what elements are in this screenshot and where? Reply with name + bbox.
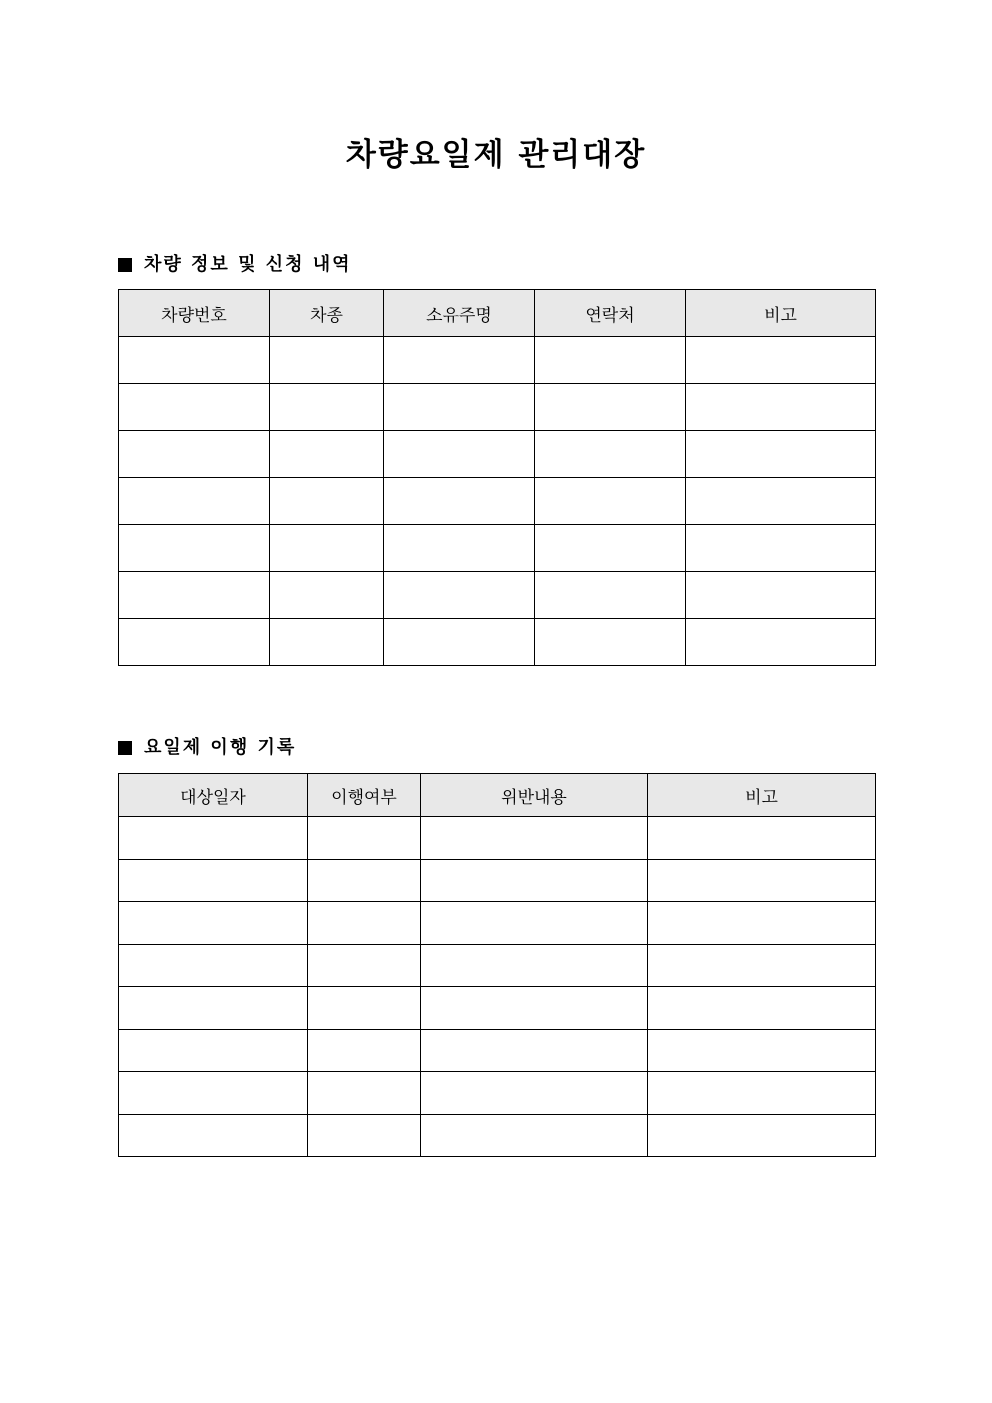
table-cell[interactable] [308, 1072, 421, 1115]
table-cell[interactable] [686, 431, 876, 478]
table-row [119, 859, 876, 902]
table-row [119, 1072, 876, 1115]
table-cell[interactable] [119, 987, 308, 1030]
table-cell[interactable] [686, 337, 876, 384]
table-cell[interactable] [648, 1114, 876, 1157]
table-cell[interactable] [686, 478, 876, 525]
table-row [119, 384, 876, 431]
table-cell[interactable] [421, 944, 648, 987]
table-cell[interactable] [270, 619, 384, 666]
table-cell[interactable] [270, 337, 384, 384]
table-cell[interactable] [421, 1029, 648, 1072]
section-heading-compliance-record [118, 736, 296, 760]
table-cell[interactable] [119, 859, 308, 902]
table-row [119, 944, 876, 987]
table-row [119, 431, 876, 478]
column-header-vehicle-type: 차종 [270, 290, 384, 337]
table-cell[interactable] [119, 1029, 308, 1072]
table-cell[interactable] [384, 337, 535, 384]
table-row [119, 1114, 876, 1157]
table-cell[interactable] [308, 987, 421, 1030]
table-cell[interactable] [686, 572, 876, 619]
table-cell[interactable] [119, 1072, 308, 1115]
vehicle-info-table-body [119, 337, 876, 666]
table-cell[interactable] [421, 902, 648, 945]
square-bullet-icon [118, 741, 132, 755]
section-heading-vehicle-info [118, 253, 352, 277]
table-cell[interactable] [648, 987, 876, 1030]
table-cell[interactable] [119, 902, 308, 945]
table-cell[interactable] [648, 944, 876, 987]
table-header-row [119, 290, 876, 337]
table-row [119, 1029, 876, 1072]
table-cell[interactable] [119, 525, 270, 572]
table-cell[interactable] [535, 431, 686, 478]
table-cell[interactable] [421, 859, 648, 902]
document-title: 차량요일제 관리대장 [345, 137, 647, 173]
table-cell[interactable] [686, 525, 876, 572]
section-heading-label: 차량 정보 및 신청 내역 [144, 254, 352, 275]
table-cell[interactable] [119, 431, 270, 478]
section-heading-label: 요일제 이행 기록 [144, 737, 297, 758]
column-header-remarks: 비고 [686, 290, 876, 337]
table-cell[interactable] [535, 525, 686, 572]
table-cell[interactable] [421, 1114, 648, 1157]
column-header-target-date: 대상일자 [119, 774, 308, 817]
table-cell[interactable] [308, 859, 421, 902]
table-cell[interactable] [648, 817, 876, 860]
table-cell[interactable] [686, 619, 876, 666]
vehicle-info-table [118, 289, 876, 666]
compliance-record-table-body [119, 817, 876, 1157]
table-cell[interactable] [535, 619, 686, 666]
column-header-contact: 연락처 [535, 290, 686, 337]
square-bullet-icon [118, 258, 132, 272]
column-header-compliance: 이행여부 [308, 774, 421, 817]
table-cell[interactable] [270, 431, 384, 478]
table-cell[interactable] [535, 384, 686, 431]
column-header-remarks: 비고 [648, 774, 876, 817]
table-cell[interactable] [421, 987, 648, 1030]
table-cell[interactable] [686, 384, 876, 431]
table-cell[interactable] [384, 478, 535, 525]
table-cell[interactable] [119, 944, 308, 987]
table-row [119, 817, 876, 860]
table-cell[interactable] [535, 478, 686, 525]
table-cell[interactable] [384, 619, 535, 666]
table-cell[interactable] [270, 572, 384, 619]
table-cell[interactable] [119, 1114, 308, 1157]
table-row [119, 902, 876, 945]
table-row [119, 987, 876, 1030]
table-cell[interactable] [384, 572, 535, 619]
table-cell[interactable] [270, 384, 384, 431]
table-cell[interactable] [648, 859, 876, 902]
compliance-record-table [118, 773, 876, 1157]
table-row [119, 478, 876, 525]
table-row [119, 619, 876, 666]
table-cell[interactable] [119, 817, 308, 860]
table-cell[interactable] [308, 1029, 421, 1072]
table-cell[interactable] [421, 1072, 648, 1115]
column-header-violation: 위반내용 [421, 774, 648, 817]
table-cell[interactable] [384, 384, 535, 431]
column-header-vehicle-number: 차량번호 [119, 290, 270, 337]
table-cell[interactable] [421, 817, 648, 860]
table-cell[interactable] [119, 572, 270, 619]
table-cell[interactable] [308, 1114, 421, 1157]
table-cell[interactable] [270, 478, 384, 525]
table-cell[interactable] [270, 525, 384, 572]
table-cell[interactable] [119, 619, 270, 666]
table-cell[interactable] [308, 902, 421, 945]
table-cell[interactable] [308, 817, 421, 860]
table-cell[interactable] [119, 384, 270, 431]
table-cell[interactable] [648, 902, 876, 945]
table-cell[interactable] [535, 572, 686, 619]
table-cell[interactable] [119, 478, 270, 525]
table-header-row [119, 774, 876, 817]
column-header-owner-name: 소유주명 [384, 290, 535, 337]
table-row [119, 337, 876, 384]
table-cell[interactable] [384, 525, 535, 572]
table-cell[interactable] [648, 1029, 876, 1072]
table-row [119, 525, 876, 572]
table-cell[interactable] [119, 337, 270, 384]
table-cell[interactable] [648, 1072, 876, 1115]
table-row [119, 572, 876, 619]
table-cell[interactable] [535, 337, 686, 384]
table-cell[interactable] [384, 431, 535, 478]
table-cell[interactable] [308, 944, 421, 987]
